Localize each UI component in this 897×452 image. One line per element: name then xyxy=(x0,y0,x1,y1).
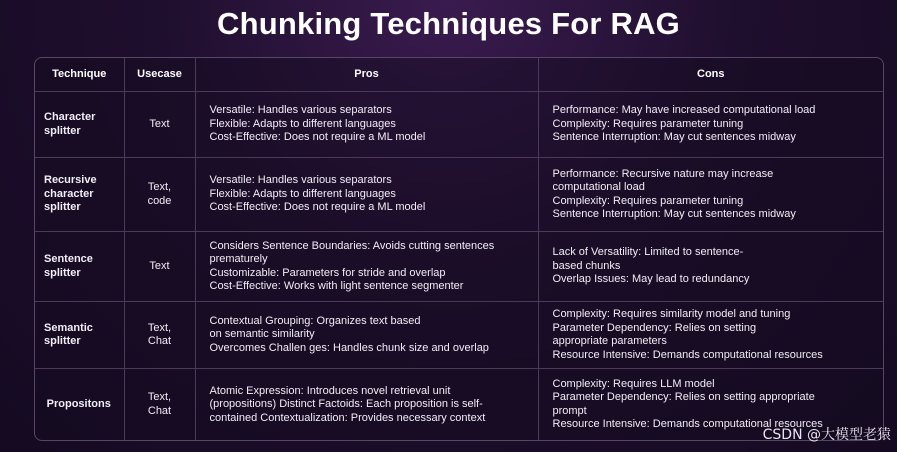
cons-line: based chunks xyxy=(552,259,621,272)
technique-line: splitter xyxy=(44,266,81,279)
technique-cell xyxy=(35,302,124,369)
header-cons: Cons xyxy=(538,58,883,92)
technique-line: Recursive xyxy=(44,174,97,187)
cons-line: Resource Intensive: Demands computational resources xyxy=(552,348,823,361)
pros-line: on semantic similarity xyxy=(209,328,315,341)
cons-line: Parameter Dependency: Relies on setting appropriate xyxy=(552,391,815,404)
cons-line: Complexity: Requires parameter tuning xyxy=(552,194,744,207)
technique-cell xyxy=(35,369,124,441)
cons-line: Sentence Interruption: May cut sentences midway xyxy=(552,208,796,220)
pros-line: contained Contextualization: Provides necessary context xyxy=(209,411,486,424)
pros-line: Customizable: Parameters for stride and overlap xyxy=(209,266,446,279)
cons-line: computational load xyxy=(552,181,645,193)
usecase-cell xyxy=(124,232,195,302)
pros-line: Cost-Effective: Does not require a ML model xyxy=(209,201,426,214)
technique-line: Character xyxy=(44,111,96,123)
header-usecase: Usecase xyxy=(124,58,195,92)
cons-line: Overlap Issues: May lead to redundancy xyxy=(552,273,750,286)
cons-line: Parameter Dependency: Relies on setting xyxy=(552,321,757,334)
cons-line: Sentence Interruption: May cut sentences midway xyxy=(552,131,796,144)
pros-line: Contextual Grouping: Organizes text based xyxy=(209,314,421,327)
header-technique: Technique xyxy=(35,58,124,92)
technique-cell xyxy=(35,92,124,158)
usecase-line: code xyxy=(147,194,172,207)
pros-line: Cost-Effective: Works with light sentence segmenter xyxy=(209,280,464,292)
pros-line: Cost-Effective: Does not require a ML model xyxy=(209,131,426,144)
table-row xyxy=(35,302,883,369)
technique-line: splitter xyxy=(44,124,81,137)
pros-cell xyxy=(195,369,538,441)
technique-line: Semantic xyxy=(44,321,93,334)
pros-cell xyxy=(195,302,538,369)
usecase-cell xyxy=(124,92,195,158)
usecase-line: Text, xyxy=(147,181,172,193)
usecase-line: Text xyxy=(149,117,170,130)
cons-line: appropriate parameters xyxy=(552,335,667,347)
table-header-row xyxy=(35,58,883,92)
cons-cell xyxy=(538,158,883,232)
cons-line: Performance: Recursive nature may increase xyxy=(552,167,774,180)
pros-cell xyxy=(195,158,538,232)
pros-cell xyxy=(195,232,538,302)
cons-line: Complexity: Requires LLM model xyxy=(552,377,715,390)
technique-cell xyxy=(35,232,124,302)
technique-line: splitter xyxy=(44,201,81,214)
page-title: Chunking Techniques For RAG xyxy=(217,6,680,41)
cons-line: prompt xyxy=(552,404,587,417)
table-row xyxy=(35,92,883,158)
table-row xyxy=(35,232,883,302)
pros-line: Atomic Expression: Introduces novel retrieval unit xyxy=(209,384,451,397)
table-row xyxy=(35,369,883,441)
technique-cell xyxy=(35,158,124,232)
table-row xyxy=(35,158,883,232)
technique-line: splitter xyxy=(44,335,81,347)
usecase-cell xyxy=(124,158,195,232)
cons-cell xyxy=(538,92,883,158)
pros-line: Flexible: Adapts to different languages xyxy=(209,117,396,130)
technique-line: Sentence xyxy=(44,253,93,265)
pros-line: (propositions) Distinct Factoids: Each proposition is self- xyxy=(209,398,483,410)
cons-cell xyxy=(538,232,883,302)
usecase-line: Text xyxy=(149,259,170,272)
pros-line: Versatile: Handles various separators xyxy=(209,104,392,117)
techniques-table xyxy=(34,57,884,441)
cons-line: Complexity: Requires similarity model and tuning xyxy=(552,308,791,320)
header-pros: Pros xyxy=(195,58,538,92)
usecase-line: Text, xyxy=(147,321,172,334)
usecase-cell xyxy=(124,369,195,441)
technique-line: Propositons xyxy=(46,398,111,410)
technique-line: character xyxy=(44,187,94,200)
cons-line: Resource Intensive: Demands computational resources xyxy=(552,418,823,431)
usecase-line: Text, xyxy=(147,391,172,404)
pros-line: prematurely xyxy=(209,253,268,265)
pros-cell xyxy=(195,92,538,158)
cons-line: Complexity: Requires parameter tuning xyxy=(552,117,744,130)
watermark: CSDN @大模型老猿 xyxy=(762,427,891,443)
cons-line: Lack of Versatility: Limited to sentence- xyxy=(552,246,744,259)
cons-cell xyxy=(538,302,883,369)
cons-line: Performance: May have increased computational load xyxy=(552,104,816,117)
usecase-line: Chat xyxy=(147,404,172,417)
usecase-cell xyxy=(124,302,195,369)
usecase-line: Chat xyxy=(147,335,172,347)
pros-line: Overcomes Challen ges: Handles chunk size and overlap xyxy=(209,341,489,354)
pros-line: Considers Sentence Boundaries: Avoids cutting sentences xyxy=(209,239,495,252)
pros-line: Versatile: Handles various separators xyxy=(209,174,392,187)
pros-line: Flexible: Adapts to different languages xyxy=(209,187,396,200)
